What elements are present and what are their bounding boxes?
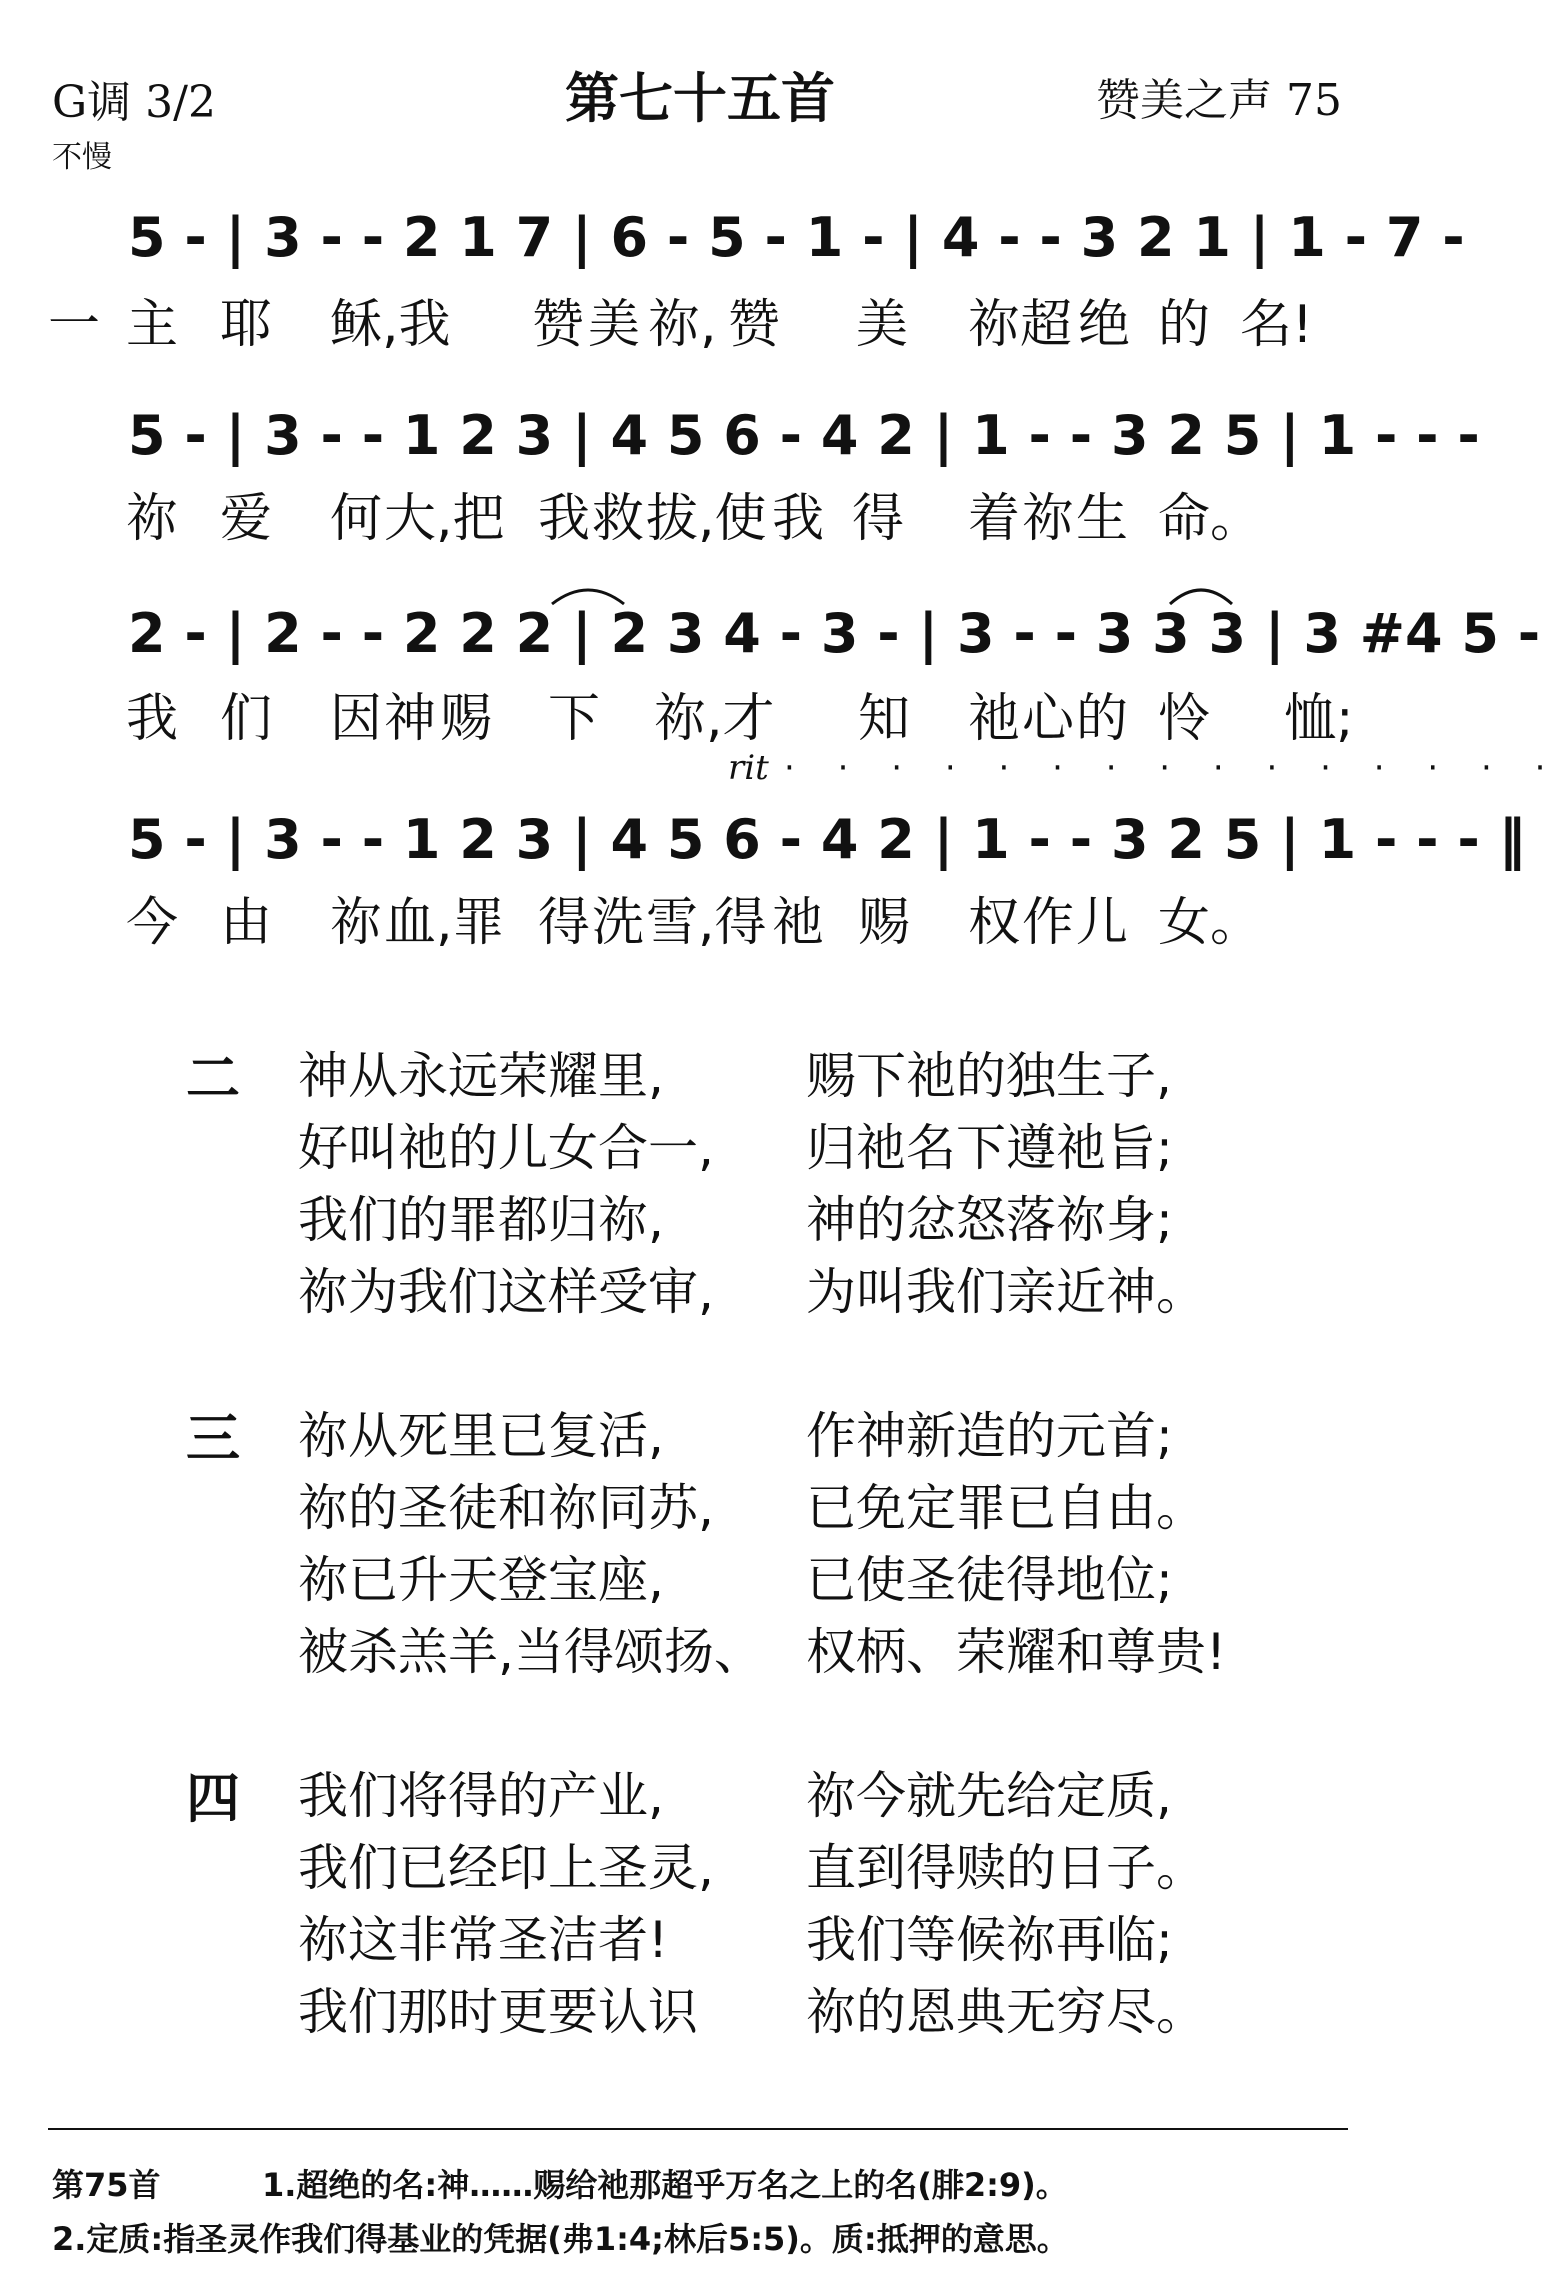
lyric-syllable: 我: [126, 689, 179, 749]
verse-line: 祢为我们这样受审,: [298, 1263, 714, 1321]
lyric-syllable: 因: [330, 689, 383, 749]
lyric-syllable: 的: [1076, 689, 1129, 749]
verse-line: 我们的罪都归祢,: [298, 1191, 664, 1249]
lyrics-line-1: [48, 282, 1338, 355]
verse-line: 我们将得的产业,: [298, 1767, 664, 1825]
lyric-syllable: 赐: [440, 689, 493, 749]
lyric-syllable: 洗: [592, 893, 645, 953]
verse-line: 我们那时更要认识: [298, 1983, 698, 2041]
verse-line: 祢从死里已复活,: [298, 1407, 664, 1465]
lyric-syllable: 大,把: [384, 489, 505, 549]
lyric-syllable: 雪,得: [646, 893, 767, 953]
lyric-syllable: 的: [1158, 295, 1211, 355]
lyric-syllable: 恤;: [1284, 689, 1354, 749]
lyric-syllable: 祢: [968, 295, 1021, 355]
lyric-syllable: 爱: [220, 489, 273, 549]
lyric-syllable: 赞: [728, 295, 781, 355]
verse-number: 四: [186, 1767, 240, 1830]
lyric-syllable: 耶: [220, 295, 273, 355]
notes-line-3: 2 - | 2 - - 2 2 2 | 2 3 4 - 3 - | 3 - - 3 3 3 | 3 #4 5 -: [128, 602, 1541, 665]
lyric-syllable: 祢: [126, 489, 179, 549]
lyric-syllable: 由: [220, 893, 273, 953]
footnote-divider: [48, 2128, 1348, 2130]
verse-line: 祢已升天登宝座,: [298, 1551, 664, 1609]
lyric-syllable: 着: [968, 489, 1021, 549]
slur-mark: [548, 582, 628, 606]
verse-line: 被杀羔羊,当得颂扬、: [298, 1623, 764, 1681]
lyric-syllable: 赐: [858, 893, 911, 953]
lyric-syllable: 得: [852, 489, 905, 549]
lyric-syllable: 美: [856, 295, 909, 355]
lyric-syllable: 血,罪: [384, 893, 505, 953]
verse-line: 归祂名下遵祂旨;: [806, 1119, 1173, 1177]
lyric-syllable: 怜: [1158, 689, 1211, 749]
lyric-syllable: 祢: [330, 893, 383, 953]
lyric-syllable: 生: [1076, 489, 1129, 549]
verse-line: 神的忿怒落祢身;: [806, 1191, 1173, 1249]
footnote-1: 1.超绝的名:神……赐给祂那超乎万名之上的名(腓2:9)。: [262, 2166, 1068, 2204]
verse-line: 赐下祂的独生子,: [806, 1047, 1172, 1105]
verse-line: 权柄、荣耀和尊贵!: [806, 1623, 1227, 1681]
verse-line: 我们等候祢再临;: [806, 1911, 1173, 1969]
lyric-syllable: 何: [330, 489, 383, 549]
lyric-syllable: 拔,使: [646, 489, 767, 549]
lyric-syllable: 我: [538, 489, 591, 549]
notes-line-1: 5 - | 3 - - 2 1 7 | 6 - 5 - 1 - | 4 - - 3 2 1 | 1 - 7 -: [128, 206, 1465, 269]
lyric-syllable: 赞: [532, 295, 585, 355]
lyric-syllable: 知: [858, 689, 911, 749]
verse-line: 祢的恩典无穷尽。: [806, 1983, 1206, 2041]
notes-line-4: 5 - | 3 - - 1 2 3 | 4 5 6 - 4 2 | 1 - - 3 2 5 | 1 - - - ‖: [128, 808, 1526, 871]
lyric-syllable: 下: [548, 689, 601, 749]
lyrics-line-2: [48, 476, 1338, 549]
lyric-syllable: 主: [126, 295, 179, 355]
lyric-syllable: 祢: [1022, 489, 1075, 549]
lyric-syllable: 作: [1022, 893, 1075, 953]
ritardando-extension: · · · · · · · · · · · · · · ·: [784, 748, 1561, 788]
lyric-syllable: 稣,我: [330, 295, 451, 355]
lyric-syllable: 我: [772, 489, 825, 549]
verse-line: 祢的圣徒和祢同苏,: [298, 1479, 714, 1537]
notes-line-2: 5 - | 3 - - 1 2 3 | 4 5 6 - 4 2 | 1 - - 3 2 5 | 1 - - -: [128, 404, 1480, 467]
lyric-syllable: 得: [538, 893, 591, 953]
lyric-syllable: 儿: [1076, 893, 1129, 953]
lyric-syllable: 祂: [772, 893, 825, 953]
hymnal-name: 赞美之声 75: [1096, 75, 1342, 126]
lyric-syllable: 们: [220, 689, 273, 749]
lyric-syllable: 女。: [1158, 893, 1263, 953]
lyric-syllable: 绝: [1078, 295, 1131, 355]
verse-line: 祢今就先给定质,: [806, 1767, 1172, 1825]
lyric-syllable: 超: [1020, 295, 1073, 355]
lyric-syllable: 心: [1022, 689, 1075, 749]
lyric-syllable: 神: [384, 689, 437, 749]
verse-line: 已使圣徒得地位;: [806, 1551, 1173, 1609]
lyric-syllable: 权: [968, 893, 1021, 953]
lyric-syllable: 祢,: [648, 295, 717, 355]
lyric-syllable: 名!: [1240, 295, 1313, 355]
lyric-syllable: 美: [588, 295, 641, 355]
lyric-syllable: 命。: [1158, 489, 1263, 549]
lyric-syllable: 祂: [968, 689, 1021, 749]
verse-line: 好叫祂的儿女合一,: [298, 1119, 714, 1177]
slur-mark: [1166, 582, 1236, 606]
ritardando-marking: rit: [728, 748, 769, 788]
verse-line: 祢这非常圣洁者!: [298, 1911, 669, 1969]
verse-line: 我们已经印上圣灵,: [298, 1839, 714, 1897]
key-signature: G调 3/2: [52, 77, 216, 128]
verse-line: 作神新造的元首;: [806, 1407, 1173, 1465]
hymn-title: 第七十五首: [565, 67, 835, 130]
verse-number: 三: [186, 1407, 240, 1470]
footnote-label: 第75首: [52, 2166, 161, 2204]
verse-line: 已免定罪已自由。: [806, 1479, 1206, 1537]
verse-line: 直到得赎的日子。: [806, 1839, 1206, 1897]
verse-number: 二: [186, 1047, 240, 1110]
footnote-2: 2.定质:指圣灵作我们得基业的凭据(弗1:4;林后5:5)。质:抵押的意思。: [52, 2220, 1069, 2258]
lyric-syllable: 祢,才: [654, 689, 775, 749]
lyric-syllable: 一: [48, 295, 101, 355]
verse-line: 为叫我们亲近神。: [806, 1263, 1206, 1321]
lyrics-line-4: [48, 880, 1338, 953]
lyrics-line-3: [48, 676, 1354, 749]
lyric-syllable: 救: [592, 489, 645, 549]
tempo-marking: 不慢: [52, 140, 112, 175]
verse-line: 神从永远荣耀里,: [298, 1047, 664, 1105]
lyric-syllable: 今: [126, 893, 179, 953]
